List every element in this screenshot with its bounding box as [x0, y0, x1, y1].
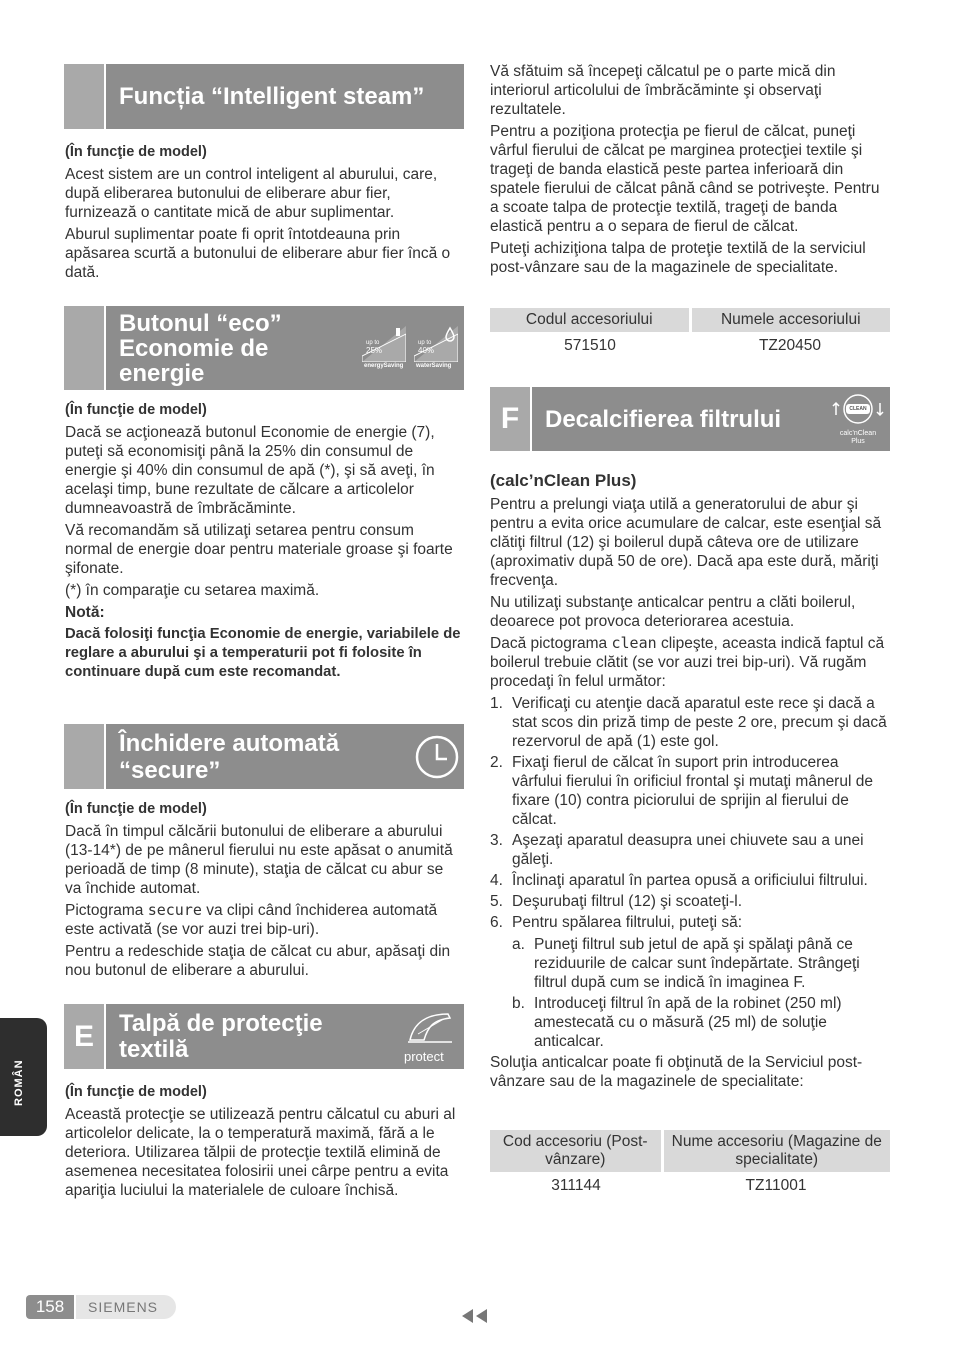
model-note: (În funcţie de model): [65, 1084, 207, 1100]
paragraph: Vă recomandăm să utilizaţi setarea pentru consum normal de energie doar pentru materiale groase şi foarte şifonate.: [65, 522, 453, 577]
note-text: Dacă folosiţi funcţia Economie de energie, variabilele de reglare a aburului şi a temperaturii pot fi folosite în continuare după cum este recomandat.: [65, 626, 461, 680]
paragraph: Soluţia anticalcar poate fi obţinută de la Serviciul post-vânzare sau de la magazinele de specialitate:: [490, 1054, 863, 1090]
list-number: 5.: [490, 893, 503, 910]
section-title-line: energie: [119, 360, 205, 387]
model-note: (În funcţie de model): [65, 402, 207, 418]
list-text: Aşezaţi aparatul deasupra unei chiuvete sau a unei găleţi.: [512, 832, 864, 868]
section-secure-header: [64, 724, 464, 789]
list-item: [490, 871, 890, 890]
section-title-line: Economie de: [119, 335, 269, 362]
brand-label: SIEMENS: [76, 1295, 176, 1319]
section-intelligent-steam-header: [64, 64, 464, 129]
secure-pictogram-word: secure: [147, 901, 202, 919]
paragraph: Această protecţie se utilizează pentru călcatul cu aburi al articolelor delicate, la o temperatură maximă, fără a le deteriora. Utilizarea tălpii de protecţie textilă elimină de asemenea necesitatea folosirii unei cârpe pentru a evita apariţia luciului la materialele de culoare închisă.: [65, 1106, 456, 1199]
section-title-line: “secure”: [119, 757, 221, 784]
section-title-line: Butonul “eco”: [119, 310, 282, 337]
paragraph: Pentru a poziţiona protecţia pe fierul de călcat, puneţi vârful fierului de călcat pe marginea protecţiei textile şi trageţi de banda elastică peste partea inferioară din spatele fierului de călcat până când se potriveşte. Pentru a scoate talpa de protecţie textilă, trageţi de banda elastică pentru a o separa de fierul de călcat.: [490, 123, 880, 235]
text-run: Pictograma: [65, 902, 148, 919]
text-run: clipeşte, aceasta indică faptul că boilerul trebuie clătit (se vor auzi trei bip-uri). Vă rugăm procedaţi în felul următor:: [490, 635, 885, 690]
clock-icon: [414, 734, 460, 785]
section-tab: [64, 64, 104, 129]
language-label: ROMÂN: [13, 1059, 25, 1106]
paragraph: Dacă în timpul călcării butonului de eliberare a aburului (13-14*) de pe mânerul fierului nu este apăsat o anumită perioadă de timp (8 minute), staţia de călcat cu abur se va închide automat.: [65, 823, 453, 897]
protect-continued: [490, 62, 890, 280]
icon-up-to: up to: [366, 340, 380, 346]
table-header: Numele accesoriului: [690, 308, 890, 332]
list-number: 6.: [490, 914, 503, 931]
section-eco-header: [64, 306, 464, 390]
page-number: 158: [26, 1295, 74, 1319]
list-item: [490, 892, 890, 911]
section-title-line: Talpă de protecţie: [119, 1010, 323, 1037]
list-item: [490, 753, 890, 829]
clean-pictogram-word: clean: [611, 634, 657, 652]
list-number: 2.: [490, 754, 503, 771]
section-title: [119, 731, 339, 783]
paragraph: Pentru a prelungi viaţa utilă a generatorului de abur şi pentru a evita orice acumulare de calcar, este esenţial să clătiţi filtrul (12) şi boilerul după câteva ore de utilizare (aproximativ după 50 de ore). Dacă apa este dură, măriţi frecvenţa.: [490, 496, 882, 589]
paragraph: Aburul suplimentar poate fi oprit întotdeauna prin apăsarea scurtă a butonului de eliberare abur fier încă o dată.: [65, 226, 451, 281]
icon-caption: Plus: [851, 438, 865, 445]
table-cell: 571510: [564, 337, 616, 354]
section-title: [119, 1011, 323, 1062]
list-item: [490, 831, 890, 869]
model-note: (În funcţie de model): [65, 144, 207, 160]
section-title: Decalcifierea filtrului: [545, 406, 782, 433]
list-item: [490, 694, 890, 751]
icon-caption: waterSaving: [416, 363, 452, 369]
table-header: Codul accesoriului: [490, 308, 690, 332]
icon-badge: CLEAN: [849, 406, 867, 412]
list-text: Deşurubaţi filtrul (12) şi scoateţi-l.: [512, 893, 742, 910]
list-number: 3.: [490, 832, 503, 849]
section-title: [119, 311, 282, 386]
table-cell: TZ11001: [745, 1177, 807, 1194]
list-item: [512, 994, 890, 1051]
paragraph: Pentru a redeschide staţia de călcat cu abur, apăsaţi din nou butonul de eliberare a aburului.: [65, 943, 451, 979]
section-tab: [64, 724, 104, 789]
icon-value: 40%: [418, 346, 435, 355]
section-title: Funcția “Intelligent steam”: [119, 83, 425, 110]
section-title-line: Închidere automată: [119, 730, 340, 757]
paragraph: Puteţi achiziţiona talpa de proteţie textilă de la serviciul post-vânzare sau de la magazinele de specialitate.: [490, 240, 866, 276]
list-number: 4.: [490, 872, 503, 889]
icon-caption: calc’nClean: [839, 430, 877, 437]
list-text: Verificaţi cu atenţie dacă aparatul este rece şi dacă a stat scos din priză timp de peste 2 ore, precum şi dacă rezervorul de apă (1) este gol.: [512, 695, 887, 750]
paragraph: Acest sistem are un control inteligent al aburului, care, după eliberarea butonului de eliberare abur fier, furnizează o cantitate mică de abur suplimentar.: [65, 166, 438, 221]
substeps-list: [512, 935, 890, 1051]
section-subtitle: (calc’nClean Plus): [490, 471, 637, 490]
table-header: Cod accesoriu (Post-vânzare): [490, 1130, 662, 1172]
list-letter: a.: [512, 936, 525, 953]
icon-caption: protect: [404, 1049, 444, 1064]
accessory-table-protect: [490, 308, 890, 360]
list-text: Puneţi filtrul sub jetul de apă şi spălaţi până ce reziduurile de calcar sunt îndepărtate. Strângeţi filtrul după cum se indică în imaginea F.: [534, 936, 860, 991]
water-saving-icon: [414, 326, 458, 370]
list-letter: b.: [512, 995, 525, 1012]
calc-n-clean-icon: [828, 393, 888, 446]
paragraph: Nu utilizaţi substanţe anticalcar pentru a clăti boilerul, deoarece pot provoca deteriorarea acestuia.: [490, 594, 856, 630]
list-number: 1.: [490, 695, 503, 712]
paragraph: [490, 634, 890, 691]
steps-list: [490, 694, 890, 1051]
icon-value: 25%: [366, 346, 383, 355]
section-protect-body: [65, 1083, 463, 1203]
section-eco-body: [65, 401, 463, 685]
section-decalc-header: [490, 387, 890, 451]
energy-saving-icon: [362, 326, 406, 370]
list-item: [490, 913, 890, 1051]
paragraph: Dacă se acţionează butonul Economie de energie (7), puteţi să economisiţi până la 25% din consumul de energie şi 40% din consumul de apă (*), şi să aveţi, în acelaşi timp, bune rezultate de călcare a articolelor dumneavoastră de îmbrăcăminte.: [65, 424, 435, 517]
list-text: Pentru spălarea filtrului, puteţi să:: [512, 914, 743, 931]
table-cell: 311144: [551, 1177, 601, 1194]
back-arrows-icon[interactable]: [462, 1309, 490, 1328]
table-cell: TZ20450: [758, 337, 822, 354]
model-note: (În funcţie de model): [65, 801, 207, 817]
section-letter: F: [490, 387, 530, 451]
list-text: Fixaţi fierul de călcat în suport prin introducerea vârfului fierului în orificiul frontal şi mutaţi mânerul de fixare (10) contra piciorului de sprijin al fierului de călcat.: [512, 754, 873, 828]
language-side-tab: [0, 1018, 47, 1136]
section-protect-header: [64, 1004, 464, 1069]
list-text: Introduceţi filtrul în apă de la robinet (250 ml) amestecată cu o măsură (25 ml) de soluţie anticalcar.: [534, 995, 842, 1050]
note-label: Notă:: [65, 604, 105, 621]
list-text: Înclinaţi aparatul în partea opusă a orificiului filtrului.: [512, 872, 868, 889]
accessory-table-decalc: [490, 1130, 890, 1200]
icon-caption: energySaving: [364, 363, 404, 369]
text-run: Dacă pictograma: [490, 635, 612, 652]
table-header: Nume accesoriu (Magazine de specialitate): [662, 1130, 890, 1172]
paragraph: [65, 901, 463, 939]
section-decalc-body: [490, 471, 890, 1094]
section-tab: [64, 306, 104, 390]
paragraph: (*) în comparaţie cu setarea maximă.: [65, 582, 320, 599]
protect-iron-icon: [404, 1010, 462, 1064]
section-letter: E: [64, 1004, 104, 1069]
list-item: [512, 935, 890, 992]
section-secure-body: [65, 800, 463, 983]
paragraph: Vă sfătuim să începeţi călcatul pe o parte mică din interiorul articolului de îmbrăcăminte şi observaţi rezultatele.: [490, 63, 836, 118]
icon-up-to: up to: [418, 340, 432, 346]
section-intelligent-steam-body: [65, 143, 463, 285]
section-title-line: textilă: [119, 1036, 189, 1063]
text-run: va clipi când închiderea automată este activată (se vor auzi trei bip-uri).: [65, 902, 438, 938]
